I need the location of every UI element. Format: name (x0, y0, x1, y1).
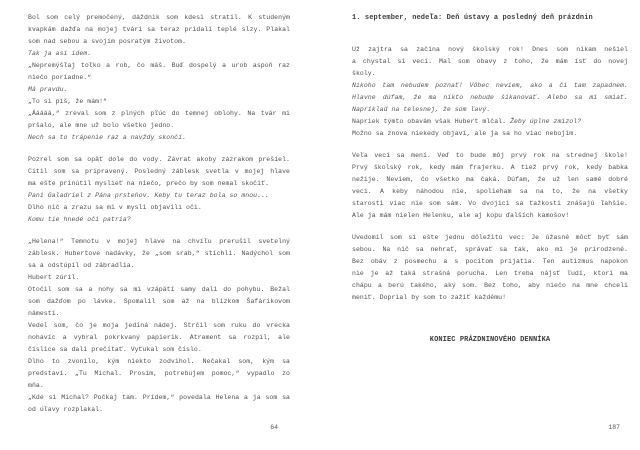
text-line: Pozrel som sa opäť dole do vody. Závrat akoby zázrakom prešiel. (28, 156, 290, 163)
text-line: Bol som celý premočený, dáždnik som kdesi stratil. K studeným (28, 14, 290, 21)
left-page (28, 12, 290, 438)
paragraph-gap (352, 222, 628, 232)
paragraph-gap (28, 144, 290, 154)
text-line: chápu a berú takého, aký som. Bez toho, aby niečo na mne chceli (352, 282, 628, 289)
text-line: Napríklad na telesnej, že som ľavý. (352, 106, 491, 113)
text-line: nežije. Neviem, čo všetko ma čaká. Dúfam, že už len samé dobré (352, 176, 628, 183)
text-line: niečo poriadne.“ (28, 74, 92, 81)
text-line: Uvedomil som si ešte jednu dôležitú vec: Je úžasné môcť byť sám (352, 234, 628, 241)
text-line: Ale ja mám nielen Helenku, ale aj kopu ďalších kamošov! (352, 212, 570, 219)
text-line: nohavíc a vybral pokrkvaný papierik. Atrament sa rozpil, ale (28, 334, 290, 341)
text-line: Otočil som sa a nohy sa mi vzápätí samy dali do pohybu. Bežal (28, 286, 290, 293)
text-line: Bez obáv z posmechu a s pocitom prijatia. Ten autizmus napokon (352, 258, 628, 265)
text-line: Hubert zúril. (28, 274, 80, 281)
text-line: sebou. Na nič sa nehrať, správať sa tak, ako mi je prirodzené. (352, 246, 628, 253)
text-line: Cítil som sa pripravený. Posledný záblesk svetla v mojej hlave (28, 168, 290, 175)
text-line: Nikoho tam nebudem poznať! Vôbec neviem, ako a či tam zapadnem. (352, 82, 628, 89)
page-number-left: 64 (270, 424, 278, 431)
text-line: od úľavy rozplakal. (28, 406, 104, 413)
text-line: ma ešte prinútil myslieť na niečo, prečo by som nemal skočiť. (28, 180, 269, 187)
text-segment: Napriek týmto obavám však Hubert mlčal. (352, 118, 511, 125)
page-number-right: 187 (608, 424, 620, 431)
diary-end-marker: KONIEC PRÁZDNINOVÉHO DENNÍKA (429, 336, 551, 344)
text-line: starosti viac nie som sám. Vo dvojici sa ťažkosti znášajú ľahšie. (352, 200, 628, 207)
text-line: mňa. (28, 382, 44, 389)
text-line: „Helena!“ Temnotu v mojej hlave na chvíľu prerušil svetelný (28, 238, 290, 245)
text-line: Dlho to zvonilo, kým niekto zodvihol. Nečakal som, kým sa (28, 358, 290, 365)
text-line: Má pravdu. (28, 86, 68, 93)
paragraph-gap (28, 226, 290, 236)
right-page (352, 12, 628, 438)
text-line: Dlho nič a zrazu sa mi v mysli objavili oči. (28, 204, 202, 211)
text-line: Veľa vecí sa mení. Veď to bude môj prvý rok na strednej škole! (352, 152, 628, 159)
text-line: „Nepremýšľaj toľko a rob, čo máš. Buď dospelý a urob aspoň raz (28, 62, 290, 69)
text-line: Hlavne dúfam, že ma nikto nebude šikanovať. Alebo sa mi smiať. (352, 94, 628, 101)
text-line: námestí. (28, 310, 60, 317)
text-line: sa a odstúpil od zábradlia. (28, 262, 135, 269)
text-line: Tak ja asi idem. (28, 50, 92, 57)
text-line (352, 116, 628, 128)
text-line: Komu tie hnedé oči patria? (28, 216, 131, 223)
text-line: „Ááááá,“ zreval som z plných pľúc do temnej oblohy. Na tvár mi (28, 110, 290, 117)
text-line: „To si píš, že mám!“ (28, 98, 108, 105)
text-line: záblesk. Hubertove nadávky, že „som srab,“ stíchli. Nadýchol som (28, 250, 290, 257)
text-line: pršalo, ale mne už bolo všetko jedno. (28, 122, 175, 129)
text-line: som dažďom po lávke. Spomalil som až na blízkom Šafárikovom (28, 298, 290, 305)
text-line: školy. (352, 70, 376, 77)
text-line: som nad sebou a svojím posratým životom. (28, 38, 187, 45)
text-line: Vedel som, čo je moja jediná nádej. Strčil som ruku do vrecka (28, 322, 290, 329)
text-line: predstaví. „Tu Michal. Prosím, potrebujem pomoc,“ vypadlo zo (28, 370, 290, 377)
text-line: číslice sa dali prečítať. Vyťukal som číslo. (28, 346, 202, 353)
paragraph-gap (352, 140, 628, 150)
text-line: a chystal si veci. Mal som obavy z toho, že mám ísť do novej (352, 58, 628, 65)
left-page-text (28, 12, 290, 416)
text-line: Už zajtra sa začína nový školský rok! Dnes som nikam nešiel (352, 46, 628, 53)
text-line: meniť. Doprial by som to zažiť každému! (352, 294, 507, 301)
text-line: „Kde si Michal? Počkaj tam. Prídem,“ povedala Helena a ja som sa (28, 394, 290, 401)
text-line: Prvý školský rok, kedy mám frajerku. A tiež prvý rok, kedy babka (352, 164, 628, 171)
italic-text-segment: Žeby úplne zmizol? (510, 118, 582, 125)
text-line: nie je až taká strašná porucha. Len treba nájsť ľudí, ktorí ma (352, 270, 628, 277)
right-page-text (352, 44, 628, 304)
text-line: Nech sa to trápenie raz a navždy skončí. (28, 134, 187, 141)
text-line: Možno sa znova niekedy objaví, ale ja sa ho viac nebojím. (352, 130, 578, 137)
chapter-heading: 1. september, nedeľa: Deň ústavy a posledný deň prázdnin (352, 14, 593, 22)
text-line: Pani Galadriel z Pána prsteňov. Keby tu teraz bola so mnou... (28, 192, 269, 199)
text-line: kvapkám dažďa na mojej tvári sa teraz pridali teplé slzy. Plakal (28, 26, 290, 33)
text-line: veci. A keby náhodou nie, spolieham sa na to, že na všetky (352, 188, 628, 195)
